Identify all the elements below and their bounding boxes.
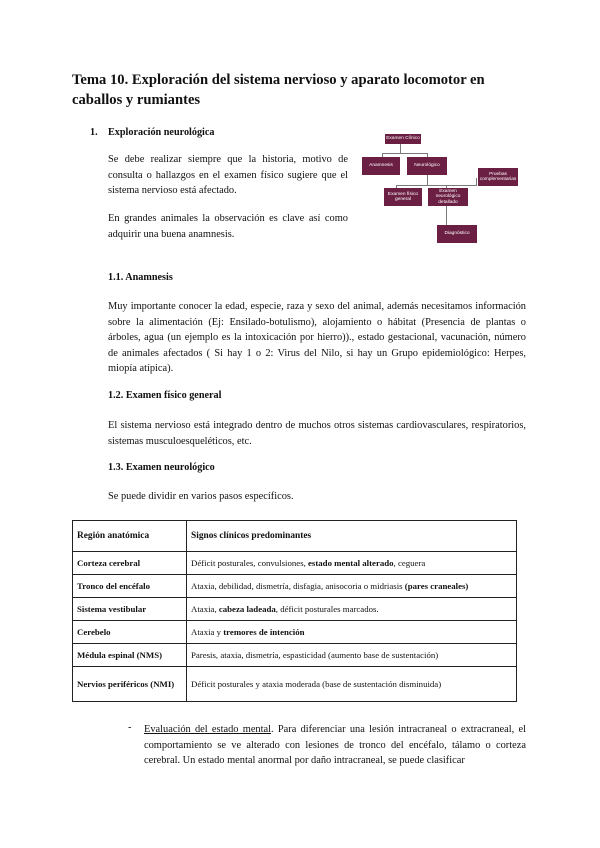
- section-1-paragraph-2: En grandes animales la observación es clave así como adquirir una buena anamnesis.: [108, 213, 348, 240]
- table-row: [73, 575, 517, 598]
- section-1-paragraph-1: Se debe realizar siempre que la historia, motivo de consulta o hallazgos en el examen físico sugiere que el sistema nervioso está afectado.: [108, 154, 348, 196]
- table-row: [73, 552, 517, 575]
- diagram-box-examen-fisico: Examen físico general: [384, 188, 422, 206]
- table-cell-signs: Déficit posturales y ataxia moderada (base de sustentación disminuida): [187, 667, 517, 702]
- table-cell-signs: Ataxia y tremores de intención: [187, 621, 517, 644]
- table-cell-signs: Ataxia, debilidad, dismetría, disfagia, anisocoria o midriasis (pares craneales): [187, 575, 517, 598]
- table-header-row: [73, 521, 517, 552]
- table-row: [73, 667, 517, 702]
- table-cell-region: Corteza cerebral: [73, 552, 187, 575]
- bullet-dash: -: [128, 722, 132, 733]
- table-row: [73, 598, 517, 621]
- section-1-number: 1.: [90, 127, 98, 138]
- examen-fisico-paragraph: El sistema nervioso está integrado dentro de muchos otros sistemas cardiovasculares, respiratorios, sistemas musculoesqueléticos, etc.: [108, 420, 526, 447]
- diagram-box-examen-clinico: Examen Clínico: [385, 134, 421, 144]
- diagram-box-examen-neurologico: Examen neurológico detallado: [428, 188, 468, 206]
- anamnesis-heading: 1.1. Anamnesis: [108, 272, 173, 283]
- diagram-box-neurologico: Neurológico: [407, 157, 447, 175]
- examen-fisico-heading: 1.2. Examen físico general: [108, 390, 222, 401]
- page-title: Tema 10. Exploración del sistema nervioso y aparato locomotor en caballos y rumiantes: [72, 72, 485, 108]
- examen-neurologico-paragraph: Se puede dividir en varios pasos específicos.: [108, 491, 294, 502]
- table-header-region: Región anatómica: [73, 521, 187, 552]
- table-header-signs: Signos clínicos predominantes: [187, 521, 517, 552]
- diagram-box-diagnostico: Diagnóstico: [437, 225, 477, 243]
- diagram-box-anamnesis: Anamnesis: [362, 157, 400, 175]
- anamnesis-paragraph: Muy importante conocer la edad, especie, raza y sexo del animal, además necesitamos información sobre la alimentación (Ej: Ensilado-botulismo), alojamiento o hábitat (Presencia de plantas o árboles, agua (un ejemplo es la intoxicación por hierro))., estado gestacional, vacunación, número de animales afectados ( Si hay 1 o 2: Virus del Nilo, si hay un Grupo epidemiológico: Herpes, miopía atípica).: [108, 301, 526, 374]
- table-cell-signs: Paresis, ataxia, dismetría, espasticidad (aumento base de sustentación): [187, 644, 517, 667]
- table-cell-region: Sistema vestibular: [73, 598, 187, 621]
- table-cell-signs: Ataxia, cabeza ladeada, déficit posturales marcados.: [187, 598, 517, 621]
- table-row: [73, 644, 517, 667]
- examen-neurologico-heading: 1.3. Examen neurológico: [108, 462, 215, 473]
- mental-state-paragraph: [144, 722, 526, 769]
- table-cell-region: Médula espinal (NMS): [73, 644, 187, 667]
- clinical-signs-table: [72, 520, 517, 702]
- mental-state-text: . Para diferenciar una lesión intracraneal o extracraneal, el comportamiento se ve alterado con lesiones de tronco del encéfalo, tálamo o corteza cerebral. Un estado mental anormal por daño intracraneal, se puede clasificar: [144, 724, 526, 766]
- exam-flow-diagram: [360, 130, 520, 248]
- table-cell-signs: Déficit posturales, convulsiones, estado mental alterado, ceguera: [187, 552, 517, 575]
- mental-state-label: Evaluación del estado mental: [144, 724, 272, 735]
- diagram-box-pruebas-complementarias: Pruebas complementarias: [478, 168, 518, 186]
- table-row: [73, 621, 517, 644]
- table-cell-region: Tronco del encéfalo: [73, 575, 187, 598]
- table-cell-region: Nervios periféricos (NMI): [73, 667, 187, 702]
- section-1-heading: Exploración neurológica: [108, 127, 215, 138]
- table-cell-region: Cerebelo: [73, 621, 187, 644]
